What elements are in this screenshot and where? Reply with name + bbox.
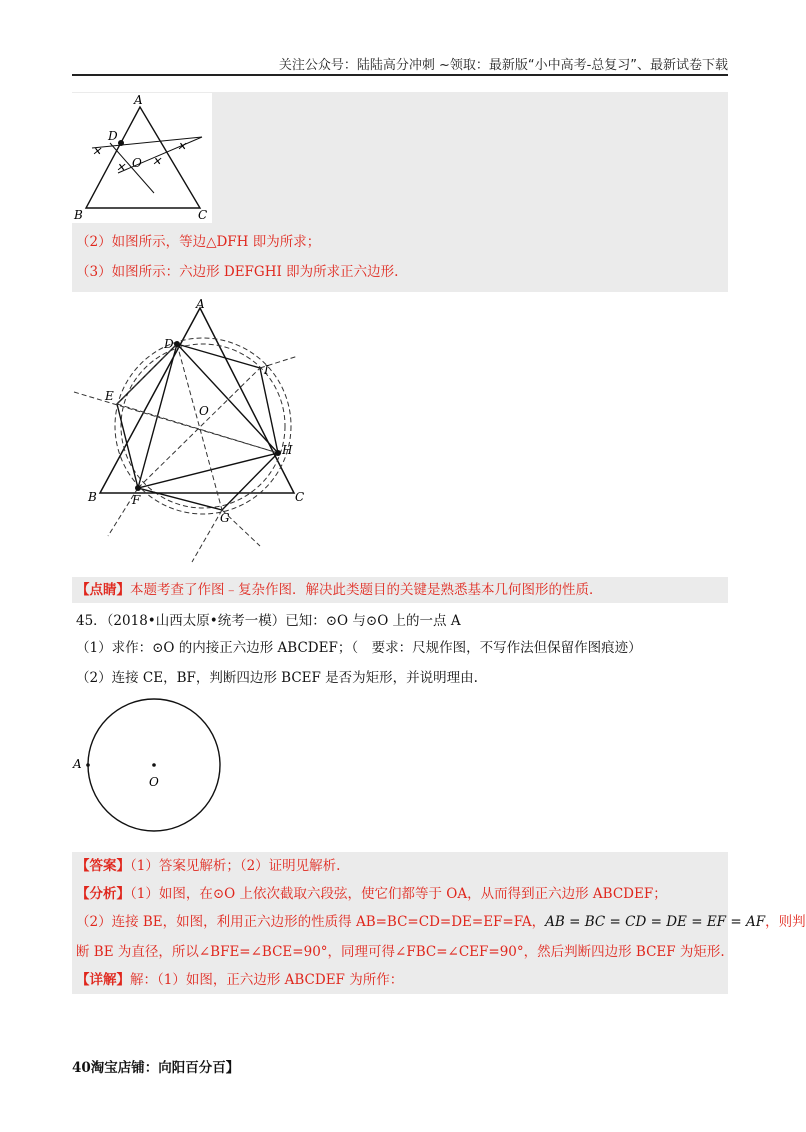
figure-1 [72, 93, 212, 223]
svg-text:✕: ✕ [92, 145, 102, 158]
dianjing-line [76, 580, 603, 600]
page-header: 关注公众号：陆陆高分冲刺 ~领取：最新版“小中高考-总复习”、最新试卷下载 [278, 58, 728, 73]
fig2-label-f: F [132, 493, 141, 507]
analysis-tag: 【分析】 [76, 886, 130, 902]
page-footer: 40淘宝店铺：向阳百分百】 [72, 1060, 240, 1076]
arc-af: AF [745, 914, 766, 930]
fig1-label-d: D [108, 129, 118, 143]
arc-ab: AB [545, 914, 565, 930]
answer-line [76, 856, 340, 876]
fig2-label-e: E [105, 389, 114, 403]
svg-text:✕: ✕ [116, 161, 126, 174]
svg-text:✕: ✕ [177, 140, 187, 153]
fig2-label-h: H [282, 443, 293, 457]
fig1-label-c: C [198, 208, 208, 222]
detail-line [76, 970, 403, 990]
fig2-label-g: G [220, 511, 230, 525]
header-rule [72, 74, 728, 76]
fig2-label-i: I [264, 363, 269, 377]
fig2-label-c: C [295, 490, 305, 504]
arc-cd: CD [625, 914, 647, 930]
fig2-label-o: O [199, 404, 209, 418]
arc-bc: BC [584, 914, 606, 930]
answer-text: （1）答案见解析；（2）证明见解析. [130, 858, 341, 874]
fig2-label-d: D [164, 337, 174, 351]
analysis-line3: 断 BE 为直径，所以∠BFE=∠BCE=90°，同理可得∠FBC=∠CEF=90°，然后判断四边形 BCEF 为矩形. [76, 944, 725, 960]
problem-part2: （2）连接 CE，BF，判断四边形 BCEF 是否为矩形，并说明理由. [76, 670, 478, 686]
arc-de: DE [666, 914, 687, 930]
detail-tag: 【详解】 [76, 972, 130, 988]
analysis-text2-post: ，则判 [765, 914, 806, 930]
answer-tag: 【答案】 [76, 858, 130, 874]
fig2-label-b: B [88, 490, 97, 504]
problem-part1: （1）求作：⊙O 的内接正六边形 ABCDEF；（ 要求：尺规作图，不写作法但保留作图痕迹） [76, 640, 642, 656]
analysis-text2: （2）连接 BE，如图，利用正六边形的性质得 AB=BC=CD=DE=EF=FA， [76, 914, 546, 930]
analysis-line1 [76, 884, 667, 904]
dianjing-tag: 【点睛】 [76, 582, 130, 598]
analysis-text1: （1）如图，在⊙O 上依次截取六段弦，使它们都等于 OA，从而得到正六边形 ABCDEF； [130, 886, 667, 902]
prev-answer-line2: （2）如图所示，等边△DFH 即为所求； [76, 234, 321, 250]
svg-text:✕: ✕ [152, 155, 162, 168]
detail-text: 解：（1）如图，正六边形 ABCDEF 为所作： [130, 972, 404, 988]
fig2-label-a: A [196, 297, 205, 311]
analysis-line2: （2）连接 BE，如图，利用正六边形的性质得 AB=BC=CD=DE=EF=FA，AB = BC = CD = DE = EF = AF，则判 [76, 914, 806, 930]
arc-ef: EF [706, 914, 727, 930]
figure-2 [72, 296, 308, 564]
problem-title: 45．（2018•山西太原•统考一模）已知：⊙O 与⊙O 上的一点 A [76, 613, 461, 629]
fig1-label-o: O [132, 156, 142, 170]
fig3-label-o: O [149, 775, 159, 789]
figure-3 [70, 700, 226, 836]
fig3-label-a: A [73, 757, 82, 771]
fig1-label-a: A [134, 93, 143, 107]
dianjing-text: 本题考查了作图﹣复杂作图．解决此类题目的关键是熟悉基本几何图形的性质． [130, 582, 603, 598]
prev-answer-line3: （3）如图所示：六边形 DEFGHI 即为所求正六边形. [76, 264, 399, 280]
fig1-label-b: B [74, 208, 83, 222]
